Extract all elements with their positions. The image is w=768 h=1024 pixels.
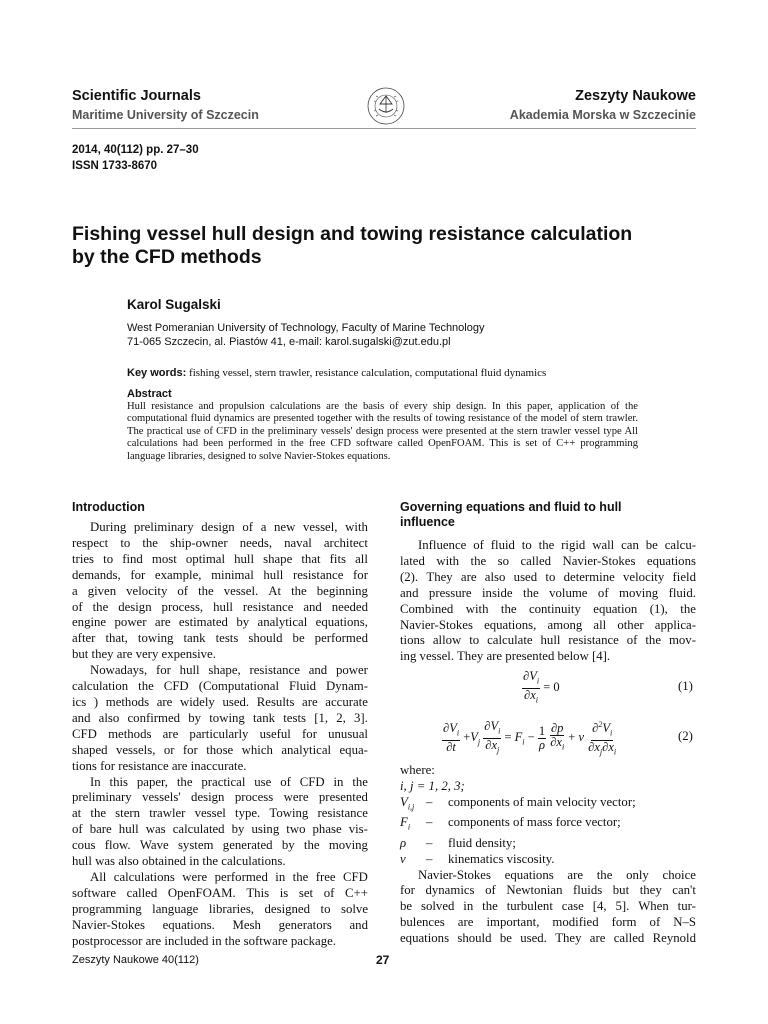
introduction-body — [72, 520, 368, 949]
text-line: CFD methods are particularly useful for unusual — [72, 726, 368, 741]
text-line: In this paper, the practical use of CFD in the — [90, 774, 368, 789]
journal-title-pl: Zeszyty Naukowe — [575, 88, 696, 104]
symbol-definition: ν – kinematics viscosity. — [400, 851, 555, 866]
text-line: cous flow. Wave system generated by the moving — [72, 838, 368, 853]
page-number: 27 — [376, 953, 390, 967]
text-line: calculation the CFD (Computational Fluid Dynam- — [72, 679, 368, 694]
header-rule — [72, 128, 696, 129]
issn: ISSN 1733-8670 — [72, 160, 158, 172]
university-crest-logo — [364, 82, 408, 130]
text-line: and also confirmed by towing tank tests [1, 2, 3]. — [72, 710, 368, 725]
text-line: During preliminary design of a new vessel, with — [90, 520, 368, 534]
text-line: bulences are important, modified form of N–S — [400, 915, 696, 930]
symbol-definition: ρ – fluid density; — [400, 835, 516, 850]
text-line: postprocessor are included in the software package. — [72, 933, 337, 948]
keywords-label: Key words: — [127, 367, 187, 379]
text-line: Nowadays, for hull shape, resistance and power — [90, 663, 368, 678]
navier-stokes-equation: $\frac{\partial V_i}{\partial t}$ $+V_j$ $\frac{\partial V_i}{\partial x_j}$ = $F_i$ − $\frac{1}{\rho}$ $\frac{\partial p}{\partial x_i}$ + ν $\frac{\partial^2V_i}{\partial x_j\partial x_i}$ — [443, 719, 617, 757]
symbol-definition: $V_{i,j}$ – components of main velocity vector; — [400, 794, 636, 812]
text-line: for dynamics of Newtonian fluids but they can't — [400, 883, 696, 898]
text-line: of bare hull was calculated by using two phase vis- — [72, 822, 368, 837]
where-label: where: — [400, 763, 435, 777]
text-line: equations should be used. They are called Reynold — [400, 931, 696, 946]
text-line: ics ) methods are widely used. Results are accurate — [72, 694, 368, 709]
paper-title-line: by the CFD methods — [72, 246, 262, 268]
text-line: after that, towing tank tests should be performed — [72, 631, 368, 646]
issue-citation: 2014, 40(112) pp. 27–30 — [72, 144, 199, 156]
text-line: (2). They are also used to determine velocity field — [400, 569, 696, 584]
abstract-text: Hull resistance and propulsion calculations are the basis of every ship design. In this paper, application of the computational fluid dynamics are presented together with the results of towing resistance of the model of stern trawler. The practical use of CFD in the preliminary vessels' design process were presented at the stern trawler vessel type All calculations had been performed in the free CFD software called OpenFOAM. This is set of C++ programming language libraries, designed to solve Navier-Stokes equations. — [127, 401, 638, 462]
text-line: Navier-Stokes equations are the only choice — [418, 867, 696, 882]
text-line: but they are very expensive. — [72, 647, 216, 662]
introduction-heading: Introduction — [72, 500, 145, 514]
governing-body — [400, 538, 696, 665]
symbol-list — [400, 763, 696, 947]
text-line: Navier-Stokes equations. Mesh generators and — [72, 917, 368, 932]
text-line: programming language libraries, designed to solve — [72, 901, 368, 916]
governing-heading — [400, 500, 696, 530]
text-line: hull was also obtained in the calculations. — [72, 854, 286, 869]
text-line: preliminary vessels' design process were presented — [72, 790, 368, 805]
text-line: engine power are estimated by analytical equations, — [72, 615, 368, 630]
paper-title-line: Fishing vessel hull design and towing resistance calculation — [72, 223, 633, 245]
governing-heading-line: Governing equations and fluid to hull — [400, 500, 622, 514]
text-line: and pressure inside the volume of moving fluid. — [400, 585, 696, 600]
text-line: ing vessel. They are presented below [4]. — [400, 649, 611, 664]
keywords-text: fishing vessel, stern trawler, resistance calculation, computational fluid dynamics — [189, 367, 547, 379]
text-line: tions for resistance are inaccurate. — [72, 758, 247, 773]
paper-title — [72, 223, 696, 269]
text-line: tions allow to calculate hull resistance of the mov- — [400, 633, 696, 648]
text-line: Influence of fluid to the rigid wall can be calcu- — [418, 538, 696, 552]
text-line: Navier-Stokes equations, among all other applica- — [400, 617, 696, 632]
keywords — [127, 367, 546, 379]
text-line: demands, for example, minimal hull resistance for — [72, 567, 368, 582]
equation-number-1: (1) — [678, 679, 693, 693]
text-line: lated with the so called Navier-Stokes equations — [400, 553, 696, 568]
symbol-definition: $F_i$ – components of mass force vector; — [400, 815, 621, 832]
university-name-pl: Akademia Morska w Szczecinie — [509, 108, 696, 122]
affiliation-line: West Pomeranian University of Technology, Faculty of Marine Technology — [127, 322, 485, 334]
text-line: respect to the ship-owner needs, naval architect — [72, 535, 368, 550]
journal-title-en: Scientific Journals — [72, 88, 201, 104]
equation-number-2: (2) — [678, 729, 693, 743]
text-line: a given velocity of the vessel. At the beginning — [72, 583, 368, 598]
footer-journal: Zeszyty Naukowe 40(112) — [72, 954, 199, 966]
text-line: at the stern trawler vessel type. Towing resistance — [72, 806, 368, 821]
governing-heading-line: influence — [400, 515, 455, 529]
abstract-label: Abstract — [127, 388, 172, 400]
affiliation-line: 71-065 Szczecin, al. Piastów 41, e-mail: karol.sugalski@zut.edu.pl — [127, 336, 451, 348]
text-line: be solved in the turbulent case [4, 5]. When tur- — [400, 899, 696, 914]
author-name: Karol Sugalski — [127, 297, 221, 312]
index-range: i, j = 1, 2, 3; — [400, 778, 465, 793]
text-line: of the design process, hull resistance and needed — [72, 599, 368, 614]
text-line: shaped vessels, or for those which analytical equa- — [72, 742, 368, 757]
university-name-en: Maritime University of Szczecin — [72, 108, 259, 122]
text-line: Combined with the continuity equation (1), the — [400, 601, 696, 616]
text-line: software called OpenFOAM. This is set of C++ — [72, 885, 368, 900]
text-line: All calculations were performed in the free CFD — [90, 869, 368, 884]
text-line: tries to find most optimal hull shape that fits all — [72, 551, 368, 566]
continuity-equation: $\frac{\partial V_i}{\partial x_i}$ = 0 — [523, 669, 560, 704]
